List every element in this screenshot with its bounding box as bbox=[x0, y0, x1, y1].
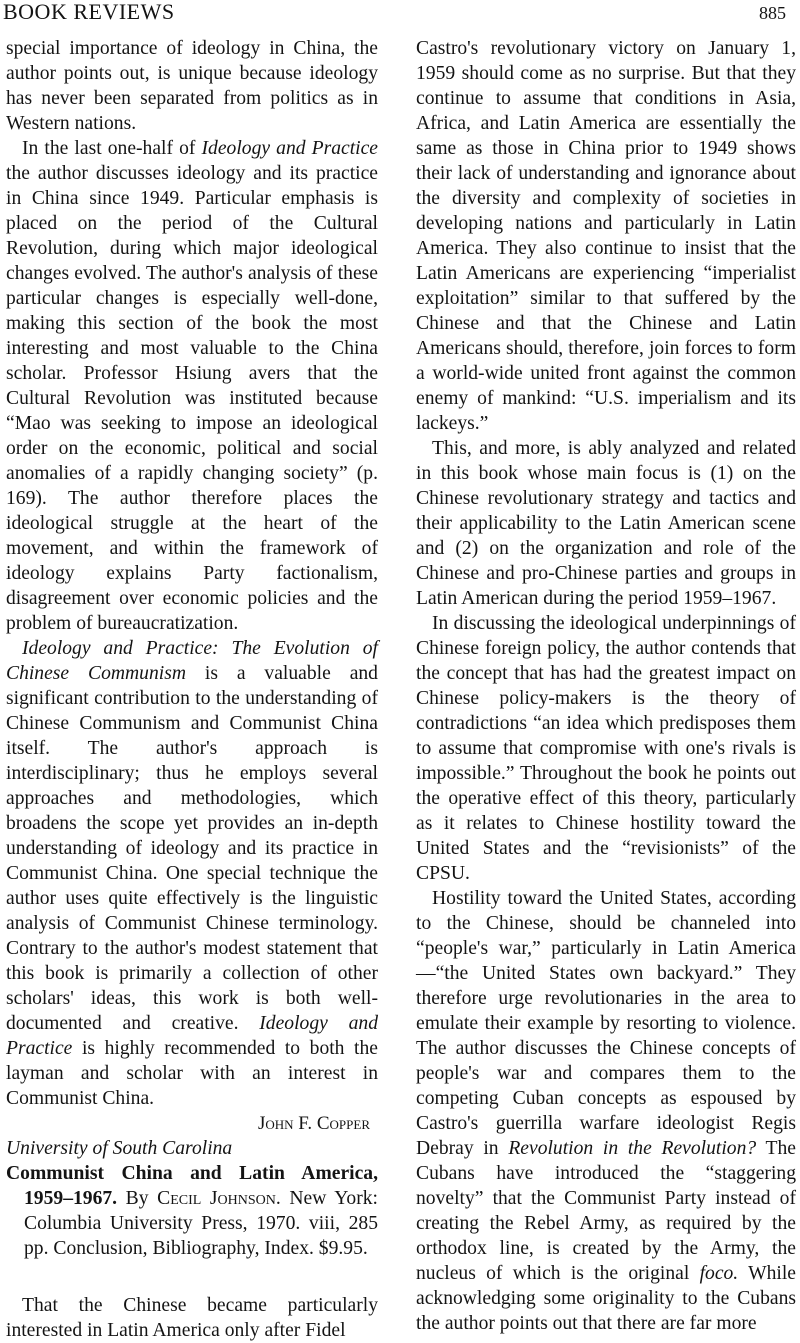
paragraph bbox=[6, 136, 378, 636]
paragraph: In discussing the ideological underpinnings of Chinese foreign policy, the author contends that the concept that has had the greatest impact on Chinese policy-makers is the theory of contradictions “an idea which predisposes them to assume that compromise with one's rivals is impossible.” Throughout the book he points out the operative effect of this theory, particularly as it relates to Chinese hostility toward the United States and the “revisionists” of the CPSU. bbox=[416, 613, 796, 884]
text-run: The Cubans have introduced the “staggering novelty” that the Communist Party instead of creating the Rebel Army, as required by the orthodox line, is created by the Army, the nucleus of which is the original bbox=[416, 1138, 797, 1284]
section-title: BOOK REVIEWS bbox=[3, 0, 175, 24]
paragraph bbox=[416, 886, 796, 1336]
book-title-italic: Revolution in the Revolution? bbox=[508, 1138, 757, 1159]
paragraph: That the Chinese became particularly interested in Latin America only after Fidel bbox=[6, 1295, 378, 1341]
paragraph bbox=[6, 636, 378, 1111]
citation-author: Cecil Johnson bbox=[157, 1188, 276, 1209]
text-run: the author discusses ideology and its practice in China since 1949. Particular emphasis is placed on the period of the Cultural Revolution, during which major ideological changes evolved. The author's analysis of these particular changes is especially well-done, making this section of the book the most interesting and most valuable to the China scholar. Professor Hsiung avers that the Cultural Revolution was instituted because “Mao was seeking to impose an ideological order on the economic, political and social anomalies of a rapidly changing society” (p. 169). The author therefore places the ideological struggle at the heart of the movement, and within the framework of ideology explains Party factionalism, disagreement over economic policies and the problem of bureaucratization. bbox=[6, 163, 378, 634]
left-column bbox=[6, 36, 378, 1343]
page-number: 885 bbox=[759, 3, 786, 23]
text-run: Hostility toward the United States, according to the Chinese, should be channeled into “people's war,” particularly in Latin America —“the United States own backyard.” They therefore urge revolutionaries in the area to emulate their example by resorting to violence. The author discusses the Chinese concepts of people's war and compares them to the competing Cuban concepts as espoused by Castro's guerrilla warfare ideologist Regis Debray in bbox=[416, 888, 796, 1159]
book-citation bbox=[6, 1161, 378, 1261]
term-italic: foco. bbox=[699, 1263, 739, 1284]
running-head bbox=[3, 0, 786, 28]
book-title-italic: Ideology and Practice bbox=[201, 138, 379, 159]
paragraph: special importance of ideology in China, the author points out, is unique because ideology has never been separated from politics as in Western nations. bbox=[6, 38, 378, 134]
citation-by: By bbox=[117, 1188, 158, 1209]
text-run: In the last one-half of bbox=[22, 138, 202, 159]
text-run: While acknowledging some originality to the Cubans the author points out that there are far more bbox=[416, 1263, 796, 1334]
right-column bbox=[416, 36, 796, 1336]
paragraph: This, and more, is ably analyzed and related in this book whose main focus is (1) on the Chinese revolutionary strategy and tactics and their applicability to the Latin American scene and (2) on the organization and role of the Chinese and pro-Chinese parties and groups in Latin American during the period 1959–1967. bbox=[416, 438, 796, 609]
text-run: is highly recommended to both the layman and scholar with an interest in Communist China. bbox=[6, 1038, 378, 1109]
citation-title: Communist China and Latin America, 1959–1967. bbox=[6, 1163, 378, 1209]
text-run: is a valuable and significant contribution to the understanding of Chinese Communism and Communist China itself. The author's approach is interdisciplinary; thus he employs several approaches and methodologies, which broadens the scope yet provides an in-depth understanding of ideology and its practice in Communist China. One special technique the author uses quite effectively is the linguistic analysis of Communist Chinese terminology. Contrary to the author's modest statement that this book is primarily a collection of other scholars' ideas, this work is both well-documented and creative. bbox=[6, 663, 378, 1034]
reviewer-affiliation: University of South Carolina bbox=[6, 1138, 233, 1159]
paragraph: Castro's revolutionary victory on January 1, 1959 should come as no surprise. But that they continue to assume that conditions in Asia, Africa, and Latin America are essentially the same as those in China prior to 1949 shows their lack of understanding and ignorance about the diversity and complexity of societies in developing nations and particularly in Latin America. They also continue to insist that the Latin Americans are experiencing “imperialist exploitation” similar to that suffered by the Chinese and that the Chinese and Latin Americans should, therefore, join forces to form a world-wide united front against the common enemy of mankind: “U.S. imperialism and its lackeys.” bbox=[416, 38, 796, 434]
citation-details: . New York: Columbia University Press, 1970. viii, 285 pp. Conclusion, Bibliography, Index. $9.95. bbox=[24, 1188, 378, 1259]
book-title-italic: Ideology and Practice bbox=[6, 1013, 378, 1059]
reviewer-name: John F. Copper bbox=[258, 1113, 370, 1134]
book-title-italic: Ideology and Practice: The Evolution of Chinese Communism bbox=[6, 638, 378, 684]
